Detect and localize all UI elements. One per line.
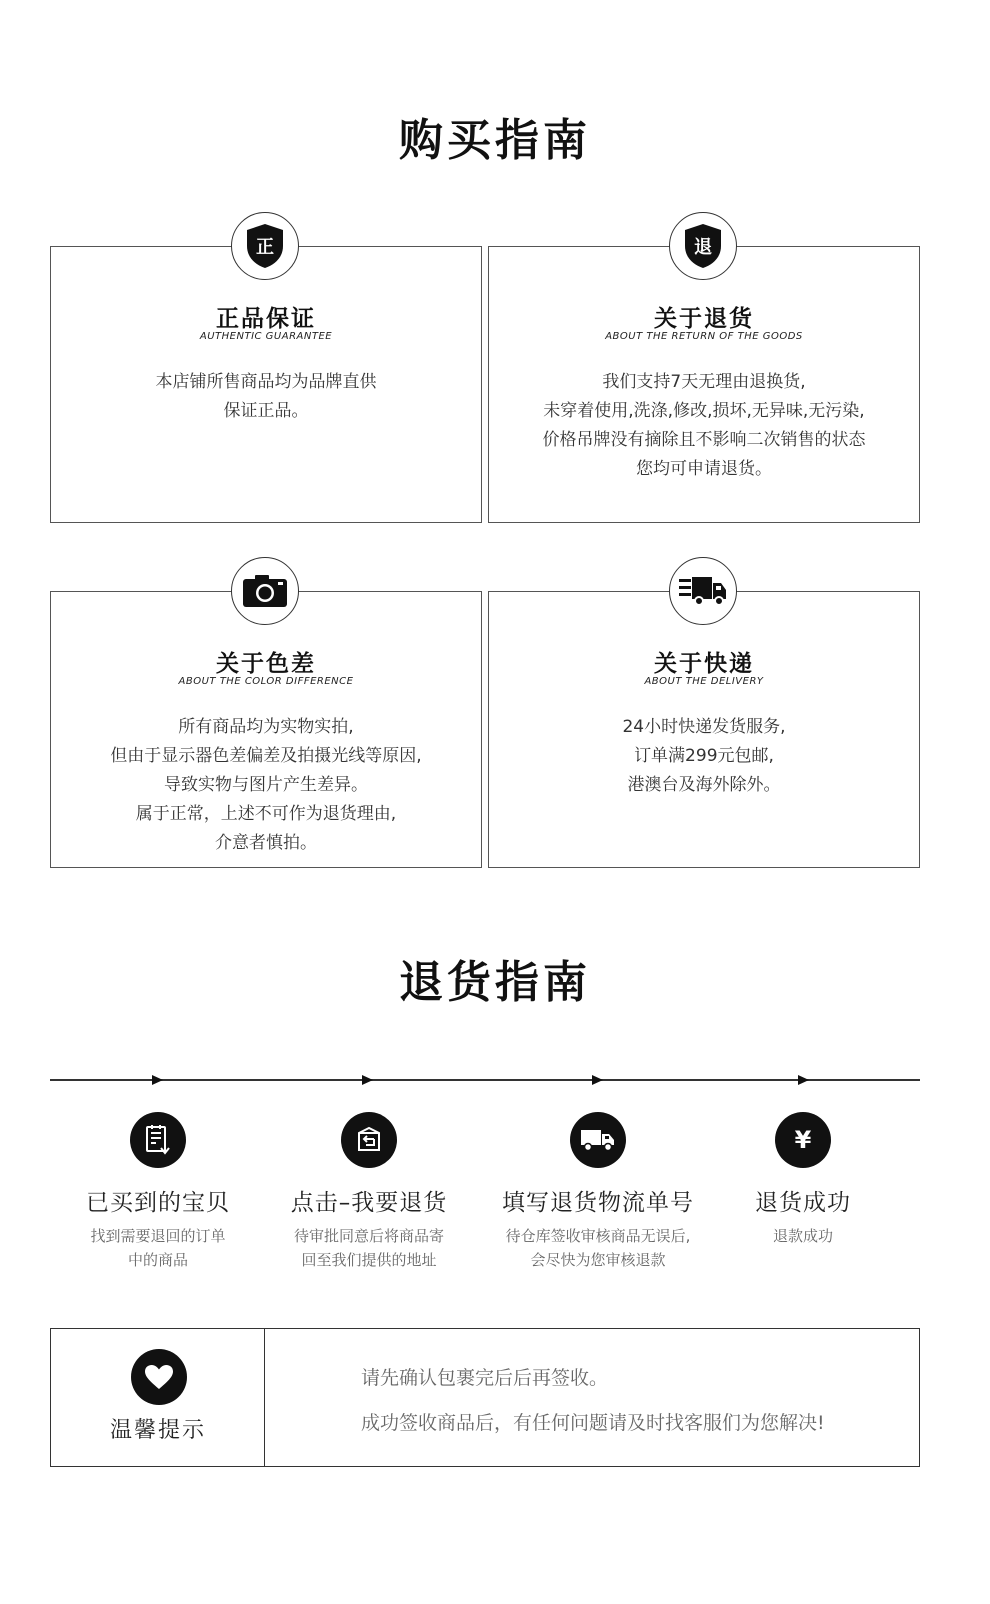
card-line: 保证正品。 [223, 401, 309, 421]
timeline-line [50, 1079, 920, 1081]
step-desc-line: 会尽快为您审核退款 [530, 1251, 666, 1269]
step-click-return [254, 1112, 484, 1272]
truck-icon [679, 576, 727, 606]
card-body [499, 368, 909, 484]
card-subtitle: ABOUT THE DELIVERY [644, 676, 764, 687]
card-line: 但由于显示器色差偏差及拍摄光线等原因, [110, 746, 422, 766]
tips-box [50, 1328, 920, 1467]
step-title: 已买到的宝贝 [86, 1190, 230, 1216]
card-line: 属于正常，上述不可作为退货理由, [135, 804, 397, 824]
tip-line: 成功签收商品后，有任何问题请及时找客服们为您解决! [361, 1412, 825, 1434]
yen-icon [775, 1112, 831, 1168]
step-title: 填写退货物流单号 [502, 1190, 694, 1216]
card-title: 关于色差 [216, 651, 316, 677]
step-desc-line: 回至我们提供的地址 [301, 1251, 437, 1269]
card-subtitle: ABOUT THE COLOR DIFFERENCE [178, 676, 354, 687]
step-desc [43, 1224, 273, 1272]
step-fill-tracking [483, 1112, 713, 1272]
card-title: 关于退货 [654, 306, 754, 332]
arrow-icon [362, 1075, 373, 1085]
step-desc-line: 找到需要退回的订单 [90, 1227, 226, 1245]
purchase-guide-title: 购买指南 [399, 115, 591, 166]
card-title: 关于快递 [654, 651, 754, 677]
card-line: 我们支持7天无理由退换货, [602, 372, 806, 392]
card-line: 本店铺所售商品均为品牌直供 [155, 372, 377, 392]
card-authentic [50, 246, 482, 523]
step-desc-line: 退款成功 [772, 1227, 833, 1245]
delivery-badge [669, 557, 737, 625]
card-line: 导致实物与图片产生差异。 [164, 775, 368, 795]
authentic-badge [231, 212, 299, 280]
step-title: 点击–我要退货 [290, 1190, 448, 1216]
card-line: 港澳台及海外除外。 [627, 775, 781, 795]
order-list-icon [130, 1112, 186, 1168]
arrow-icon [798, 1075, 809, 1085]
tips-label: 温馨提示 [109, 1418, 206, 1443]
shield-icon [682, 222, 724, 270]
card-line: 介意者慎拍。 [215, 833, 317, 853]
card-color [50, 591, 482, 868]
return-box-icon [341, 1112, 397, 1168]
step-title: 退货成功 [755, 1190, 851, 1216]
step-return-success [688, 1112, 918, 1248]
card-body [61, 713, 471, 858]
card-delivery [488, 591, 920, 868]
card-body [499, 713, 909, 800]
heart-icon [131, 1349, 187, 1405]
arrow-icon [152, 1075, 163, 1085]
card-subtitle: ABOUT THE RETURN OF THE GOODS [605, 331, 803, 342]
card-line: 订单满299元包邮, [634, 746, 774, 766]
truck-icon [570, 1112, 626, 1168]
camera-icon [242, 574, 288, 608]
return-guide-title: 退货指南 [399, 957, 591, 1008]
card-returns [488, 246, 920, 523]
card-line: 未穿着使用,洗涤,修改,损坏,无异味,无污染, [543, 401, 865, 421]
step-desc [254, 1224, 484, 1272]
step-bought-items [43, 1112, 273, 1272]
yen-glyph: ¥ [794, 1126, 812, 1154]
step-desc [688, 1224, 918, 1248]
color-badge [231, 557, 299, 625]
card-line: 所有商品均为实物实拍, [178, 717, 354, 737]
step-desc-line: 待仓库签收审核商品无误后, [505, 1227, 691, 1245]
step-desc [483, 1224, 713, 1272]
card-subtitle: AUTHENTIC GUARANTEE [199, 331, 333, 342]
card-title: 正品保证 [216, 306, 316, 332]
shield-icon [244, 222, 286, 270]
step-desc-line: 待审批同意后将商品寄 [293, 1227, 444, 1245]
badge-char: 退 [694, 237, 712, 258]
card-line: 您均可申请退货。 [636, 459, 772, 479]
badge-char: 正 [256, 237, 274, 258]
returns-badge [669, 212, 737, 280]
step-desc-line: 中的商品 [127, 1251, 188, 1269]
card-body [61, 368, 471, 426]
tip-line: 请先确认包裹完后后再签收。 [361, 1367, 609, 1389]
card-line: 价格吊牌没有摘除且不影响二次销售的状态 [542, 430, 866, 450]
tips-label-panel [51, 1329, 265, 1466]
arrow-icon [592, 1075, 603, 1085]
card-line: 24小时快递发货服务, [622, 717, 786, 737]
